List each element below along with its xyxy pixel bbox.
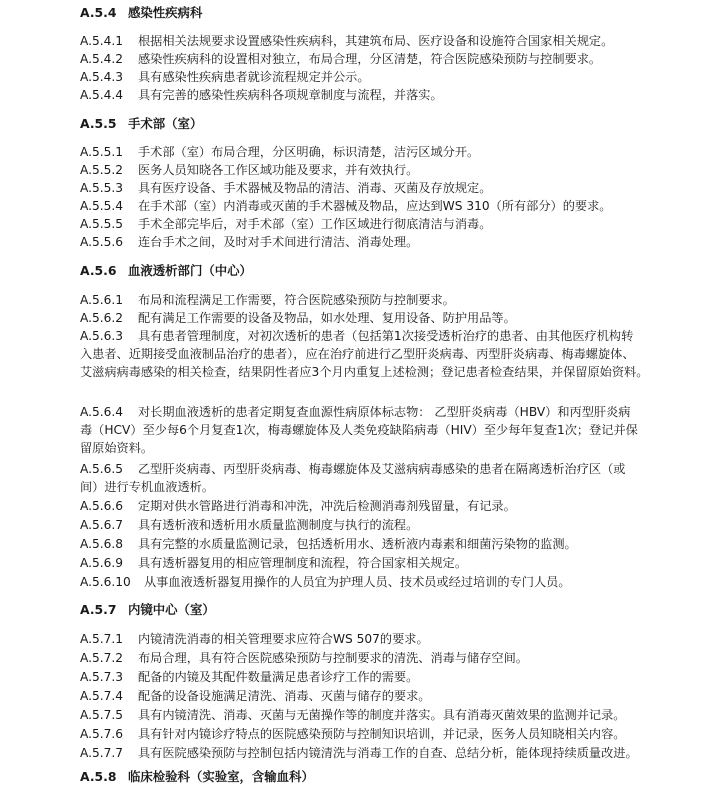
- clause-number: A.5.5.5: [80, 217, 124, 231]
- clause-number: A.5.4.2: [80, 52, 124, 66]
- clause-text: 手术部（室）布局合理，分区明确，标识清楚，洁污区域分开。: [138, 145, 480, 159]
- clause-text: 具有透析液和透析用水质量监测制度与执行的流程。: [138, 518, 419, 532]
- clause-text: 毒（HCV）至少每6个月复查1次，梅毒螺旋体及人类免疫缺陷病毒（HIV）至少每年复查1次；登记并保: [80, 423, 638, 437]
- clause-number: A.5.5.3: [80, 181, 124, 195]
- clause: [80, 68, 635, 86]
- clause: [80, 32, 635, 50]
- clause: [80, 50, 635, 68]
- clause: [80, 630, 635, 648]
- clause-text: 留原始资料。: [80, 441, 154, 455]
- clause-number: A.5.6.5: [80, 462, 124, 476]
- clause-number: A.5.7.3: [80, 670, 124, 684]
- section-number: A.5.4: [80, 5, 117, 20]
- section-heading: [80, 5, 202, 21]
- clause-text: 间）进行专机血液透析。: [80, 480, 215, 494]
- clause: [80, 516, 635, 534]
- clause: [80, 706, 635, 724]
- clause: [80, 179, 635, 197]
- clause-number: A.5.6.2: [80, 311, 124, 325]
- clause: [80, 86, 635, 104]
- clause-text: 具有患者管理制度，对初次透析的患者（包括第1次接受透析治疗的患者、由其他医疗机构转: [138, 329, 634, 343]
- clause-text: 具有医院感染预防与控制包括内镜清洗与消毒工作的自查、总结分析，能体现持续质量改进。: [138, 746, 638, 760]
- clause: [80, 744, 638, 762]
- section-title: 临床检验科（实验室，含输血科）: [128, 769, 314, 784]
- clause-text: 艾滋病病毒感染的相关检查，结果阴性者应3个月内重复上述检测；登记患者检查结果，并保留原始资料。: [80, 365, 649, 379]
- clause-number: A.5.7.2: [80, 651, 124, 665]
- clause: [80, 573, 635, 591]
- section-title: 感染性疾病科: [128, 5, 203, 20]
- section-number: A.5.6: [80, 263, 117, 278]
- clause-number: A.5.5.6: [80, 235, 124, 249]
- clause-number: A.5.5.1: [80, 145, 124, 159]
- section-number: A.5.7: [80, 602, 117, 617]
- clause-number: A.5.4.3: [80, 70, 124, 84]
- clause: [80, 554, 635, 572]
- section-heading: [80, 263, 252, 279]
- clause-text: 具有医疗设备、手术器械及物品的清洁、消毒、灭菌及存放规定。: [138, 181, 492, 195]
- clause-text: 感染性疾病科的设置相对独立，布局合理，分区清楚，符合医院感染预防与控制要求。: [138, 52, 602, 66]
- clause-text: 医务人员知晓各工作区域功能及要求，并有效执行。: [138, 163, 419, 177]
- clause-number: A.5.6.7: [80, 518, 124, 532]
- clause: [80, 668, 635, 686]
- clause-text: 根据相关法规要求设置感染性疾病科，其建筑布局、医疗设备和设施符合国家相关规定。: [138, 34, 614, 48]
- clause: [80, 497, 635, 515]
- clause-number: A.5.7.6: [80, 727, 124, 741]
- clause-text: 具有透析器复用的相应管理制度和流程，符合国家相关规定。: [138, 556, 468, 570]
- clause: [80, 291, 635, 309]
- clause-text: 乙型肝炎病毒、丙型肝炎病毒、梅毒螺旋体及艾滋病病毒感染的患者在隔离透析治疗区（或: [138, 462, 626, 476]
- clause-text: 具有完整的水质量监测记录，包括透析用水、透析液内毒素和细菌污染物的监测。: [138, 537, 577, 551]
- section-heading: [80, 769, 314, 785]
- clause-text: 配备的设备设施满足清洗、消毒、灭菌与储存的要求。: [138, 689, 431, 703]
- clause-number: A.5.5.2: [80, 163, 124, 177]
- section-number: A.5.8: [80, 769, 117, 784]
- clause: [80, 309, 635, 327]
- clause-text: 具有完善的感染性疾病科各项规章制度与流程，并落实。: [138, 88, 443, 102]
- clause-number: A.5.5.4: [80, 199, 124, 213]
- clause: [80, 535, 635, 553]
- clause: [80, 403, 638, 457]
- clause-number: A.5.6.3: [80, 329, 124, 343]
- clause-text: 从事血液透析器复用操作的人员宜为护理人员、技术员或经过培训的专门人员。: [144, 575, 571, 589]
- clause-number: A.5.6.10: [80, 575, 131, 589]
- clause-number: A.5.4.1: [80, 34, 124, 48]
- clause-text: 连台手术之间，及时对手术间进行清洁、消毒处理。: [138, 235, 419, 249]
- clause: [80, 161, 635, 179]
- clause-text: 布局和流程满足工作需要，符合医院感染预防与控制要求。: [138, 293, 455, 307]
- clause-number: A.5.6.6: [80, 499, 124, 513]
- clause-number: A.5.7.5: [80, 708, 124, 722]
- clause-text: 定期对供水管路进行消毒和冲洗，冲洗后检测消毒剂残留量，有记录。: [138, 499, 516, 513]
- clause-number: A.5.4.4: [80, 88, 124, 102]
- clause-text: 入患者、近期接受血液制品治疗的患者），应在治疗前进行乙型肝炎病毒、丙型肝炎病毒、梅毒螺旋体、: [80, 347, 635, 361]
- clause-text: 配备的内镜及其配件数量满足患者诊疗工作的需要。: [138, 670, 419, 684]
- clause: [80, 725, 635, 743]
- clause: [80, 233, 635, 251]
- section-number: A.5.5: [80, 116, 117, 131]
- clause-number: A.5.6.4: [80, 405, 124, 419]
- clause-text: 具有针对内镜诊疗特点的医院感染预防与控制知识培训，并记录，医务人员知晓相关内容。: [138, 727, 626, 741]
- clause: [80, 687, 635, 705]
- section-title: 内镜中心（室）: [128, 602, 215, 617]
- clause-text: 配有满足工作需要的设备及物品，如水处理、复用设备、防护用品等。: [138, 311, 516, 325]
- clause: [80, 327, 649, 381]
- clause-number: A.5.7.7: [80, 746, 124, 760]
- clause: [80, 649, 635, 667]
- clause-text: 在手术部（室）内消毒或灭菌的手术器械及物品，应达到WS 310（所有部分）的要求。: [138, 199, 612, 213]
- clause-number: A.5.6.9: [80, 556, 124, 570]
- clause-text: 内镜清洗消毒的相关管理要求应符合WS 507的要求。: [138, 632, 429, 646]
- clause: [80, 215, 635, 233]
- clause-text: 具有内镜清洗、消毒、灭菌与无菌操作等的制度并落实。具有消毒灭菌效果的监测并记录。: [138, 708, 626, 722]
- section-heading: [80, 116, 202, 132]
- clause-text: 对长期血液透析的患者定期复查血源性病原体标志物： 乙型肝炎病毒（HBV）和丙型肝炎病: [138, 405, 631, 419]
- clause-text: 布局合理，具有符合医院感染预防与控制要求的清洗、消毒与储存空间。: [138, 651, 528, 665]
- clause-text: 手术全部完毕后，对手术部（室）工作区域进行彻底清洁与消毒。: [138, 217, 492, 231]
- section-title: 手术部（室）: [128, 116, 203, 131]
- clause: [80, 197, 635, 215]
- clause-text: 具有感染性疾病患者就诊流程规定并公示。: [138, 70, 370, 84]
- clause-number: A.5.7.4: [80, 689, 124, 703]
- clause-number: A.5.7.1: [80, 632, 124, 646]
- clause: [80, 143, 635, 161]
- clause-number: A.5.6.1: [80, 293, 124, 307]
- section-heading: [80, 602, 215, 618]
- clause-number: A.5.6.8: [80, 537, 124, 551]
- clause: [80, 460, 635, 496]
- section-title: 血液透析部门（中心）: [128, 263, 252, 278]
